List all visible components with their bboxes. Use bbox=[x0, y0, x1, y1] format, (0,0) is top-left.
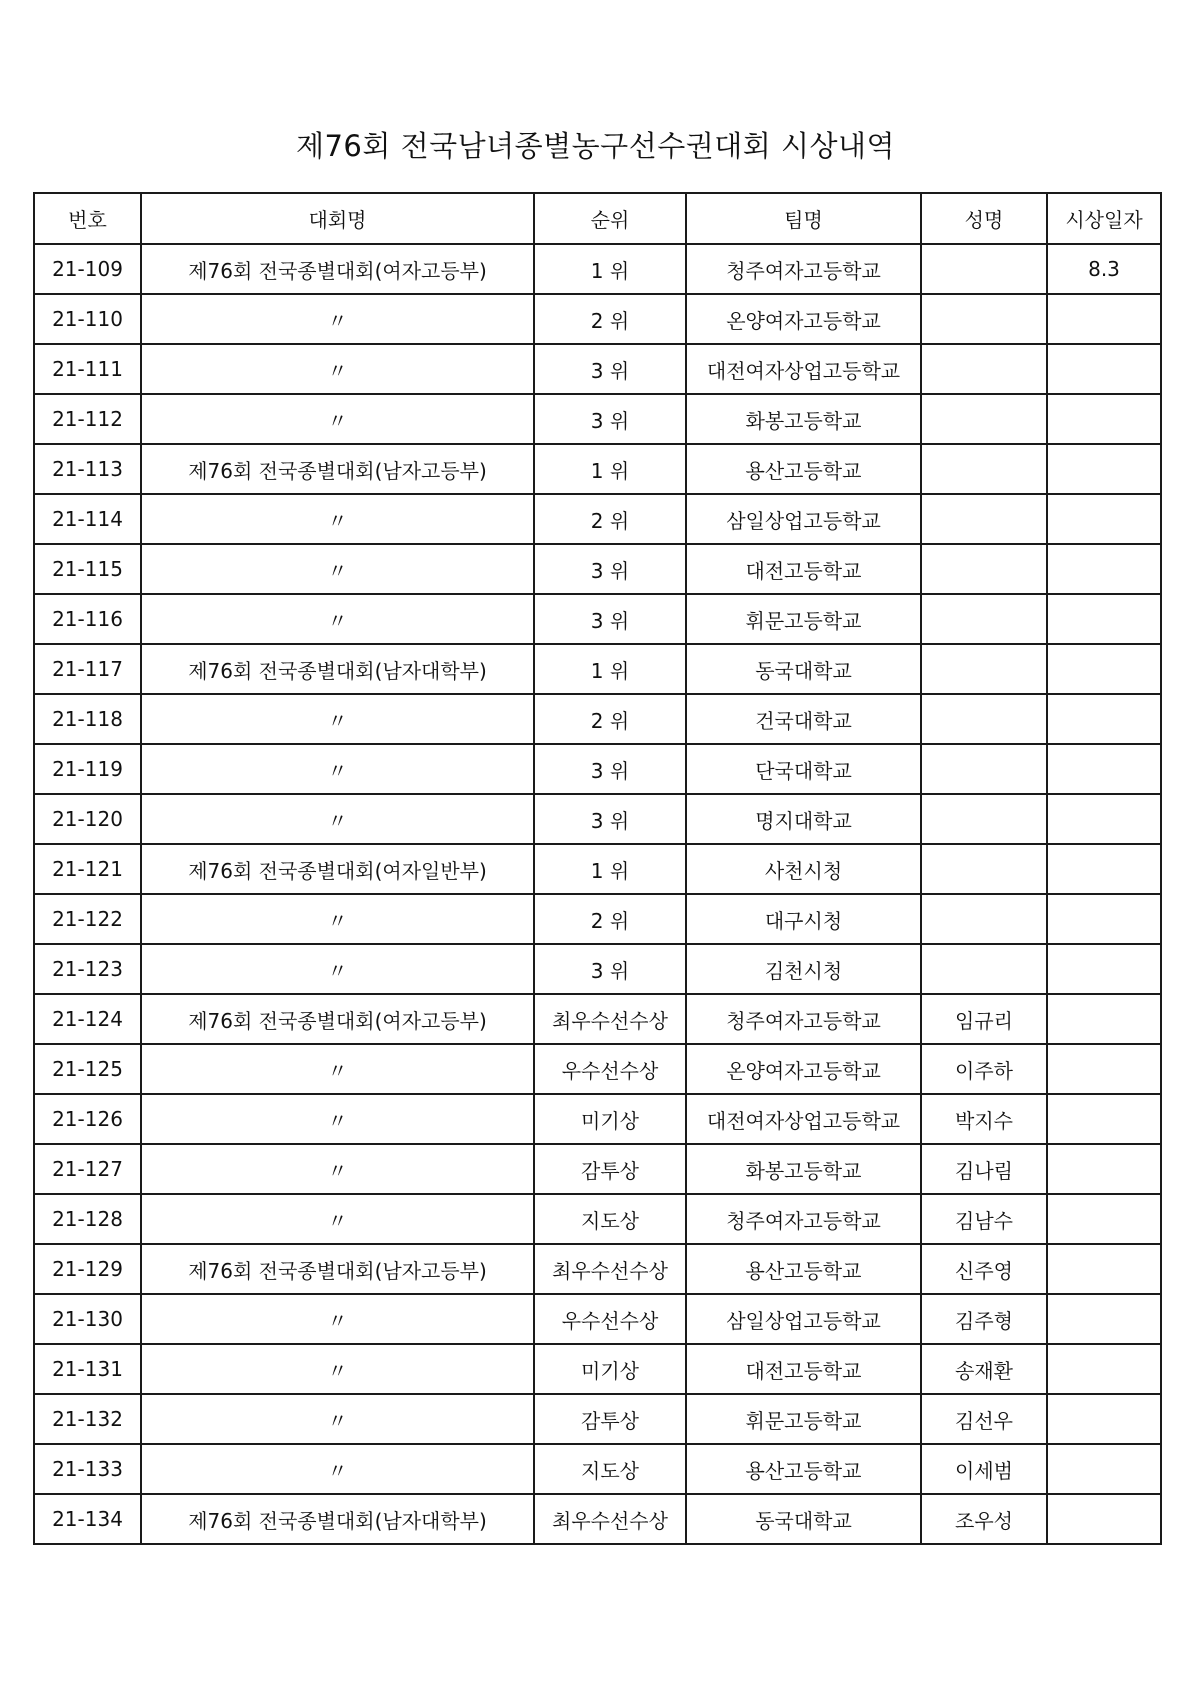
cell-number: 21-129 bbox=[34, 1244, 141, 1294]
cell-event: 〃 bbox=[141, 394, 534, 444]
cell-event: 〃 bbox=[141, 544, 534, 594]
cell-team: 온양여자고등학교 bbox=[686, 1044, 921, 1094]
table-row bbox=[34, 544, 1161, 594]
cell-team: 청주여자고등학교 bbox=[686, 1194, 921, 1244]
cell-team: 동국대학교 bbox=[686, 644, 921, 694]
page-title: 제76회 전국남녀종별농구선수권대회 시상내역 bbox=[295, 129, 896, 163]
cell-team: 삼일상업고등학교 bbox=[686, 494, 921, 544]
cell-name bbox=[921, 844, 1047, 894]
table-row bbox=[34, 1044, 1161, 1094]
cell-rank: 3 위 bbox=[534, 344, 686, 394]
cell-name: 김나림 bbox=[921, 1144, 1047, 1194]
cell-date bbox=[1047, 644, 1161, 694]
cell-name bbox=[921, 794, 1047, 844]
cell-event: 〃 bbox=[141, 1344, 534, 1394]
table-row bbox=[34, 944, 1161, 994]
cell-name bbox=[921, 644, 1047, 694]
cell-date: 8.3 bbox=[1047, 244, 1161, 294]
table-row bbox=[34, 394, 1161, 444]
cell-team: 대구시청 bbox=[686, 894, 921, 944]
table-row bbox=[34, 1244, 1161, 1294]
cell-name bbox=[921, 744, 1047, 794]
cell-event: 〃 bbox=[141, 1044, 534, 1094]
cell-name: 김선우 bbox=[921, 1394, 1047, 1444]
cell-date bbox=[1047, 1494, 1161, 1544]
cell-team: 삼일상업고등학교 bbox=[686, 1294, 921, 1344]
cell-rank: 최우수선수상 bbox=[534, 994, 686, 1044]
cell-team: 명지대학교 bbox=[686, 794, 921, 844]
column-header-number: 번호 bbox=[34, 193, 141, 244]
cell-event: 제76회 전국종별대회(남자고등부) bbox=[141, 1244, 534, 1294]
cell-rank: 우수선수상 bbox=[534, 1294, 686, 1344]
cell-name: 박지수 bbox=[921, 1094, 1047, 1144]
cell-date bbox=[1047, 944, 1161, 994]
cell-number: 21-119 bbox=[34, 744, 141, 794]
cell-date bbox=[1047, 344, 1161, 394]
cell-rank: 3 위 bbox=[534, 744, 686, 794]
cell-rank: 2 위 bbox=[534, 694, 686, 744]
cell-team: 사천시청 bbox=[686, 844, 921, 894]
cell-name bbox=[921, 494, 1047, 544]
cell-event: 〃 bbox=[141, 944, 534, 994]
cell-name bbox=[921, 694, 1047, 744]
cell-event: 〃 bbox=[141, 344, 534, 394]
cell-number: 21-134 bbox=[34, 1494, 141, 1544]
table-row bbox=[34, 594, 1161, 644]
cell-event: 〃 bbox=[141, 794, 534, 844]
cell-name bbox=[921, 944, 1047, 994]
cell-number: 21-117 bbox=[34, 644, 141, 694]
cell-rank: 감투상 bbox=[534, 1144, 686, 1194]
cell-number: 21-112 bbox=[34, 394, 141, 444]
cell-team: 용산고등학교 bbox=[686, 1244, 921, 1294]
table-row bbox=[34, 494, 1161, 544]
cell-name: 조우성 bbox=[921, 1494, 1047, 1544]
cell-date bbox=[1047, 394, 1161, 444]
table-row bbox=[34, 1494, 1161, 1544]
table-row bbox=[34, 444, 1161, 494]
cell-rank: 1 위 bbox=[534, 644, 686, 694]
cell-date bbox=[1047, 1144, 1161, 1194]
table-row bbox=[34, 344, 1161, 394]
cell-team: 화봉고등학교 bbox=[686, 394, 921, 444]
cell-rank: 3 위 bbox=[534, 794, 686, 844]
cell-date bbox=[1047, 1244, 1161, 1294]
cell-team: 동국대학교 bbox=[686, 1494, 921, 1544]
column-header-rank: 순위 bbox=[534, 193, 686, 244]
cell-number: 21-110 bbox=[34, 294, 141, 344]
cell-number: 21-132 bbox=[34, 1394, 141, 1444]
table-row bbox=[34, 244, 1161, 294]
cell-name: 이주하 bbox=[921, 1044, 1047, 1094]
cell-team: 화봉고등학교 bbox=[686, 1144, 921, 1194]
cell-name bbox=[921, 394, 1047, 444]
table-row bbox=[34, 1444, 1161, 1494]
cell-number: 21-118 bbox=[34, 694, 141, 744]
cell-number: 21-127 bbox=[34, 1144, 141, 1194]
cell-event: 제76회 전국종별대회(남자대학부) bbox=[141, 1494, 534, 1544]
cell-name: 신주영 bbox=[921, 1244, 1047, 1294]
cell-rank: 2 위 bbox=[534, 494, 686, 544]
cell-event: 〃 bbox=[141, 494, 534, 544]
cell-date bbox=[1047, 744, 1161, 794]
cell-team: 김천시청 bbox=[686, 944, 921, 994]
cell-event: 제76회 전국종별대회(여자일반부) bbox=[141, 844, 534, 894]
table-row bbox=[34, 694, 1161, 744]
table-row bbox=[34, 1394, 1161, 1444]
cell-event: 제76회 전국종별대회(여자고등부) bbox=[141, 244, 534, 294]
cell-event: 〃 bbox=[141, 1444, 534, 1494]
award-rows bbox=[34, 244, 1161, 1544]
cell-team: 대전여자상업고등학교 bbox=[686, 344, 921, 394]
cell-team: 대전여자상업고등학교 bbox=[686, 1094, 921, 1144]
cell-event: 제76회 전국종별대회(남자대학부) bbox=[141, 644, 534, 694]
column-header-event: 대회명 bbox=[141, 193, 534, 244]
cell-date bbox=[1047, 894, 1161, 944]
cell-date bbox=[1047, 1444, 1161, 1494]
cell-rank: 지도상 bbox=[534, 1194, 686, 1244]
cell-rank: 1 위 bbox=[534, 844, 686, 894]
table-row bbox=[34, 994, 1161, 1044]
cell-number: 21-133 bbox=[34, 1444, 141, 1494]
cell-number: 21-115 bbox=[34, 544, 141, 594]
cell-date bbox=[1047, 544, 1161, 594]
cell-date bbox=[1047, 1344, 1161, 1394]
cell-name: 송재환 bbox=[921, 1344, 1047, 1394]
column-header-name: 성명 bbox=[921, 193, 1047, 244]
cell-event: 〃 bbox=[141, 1194, 534, 1244]
cell-event: 〃 bbox=[141, 694, 534, 744]
cell-event: 〃 bbox=[141, 894, 534, 944]
cell-rank: 3 위 bbox=[534, 544, 686, 594]
cell-name bbox=[921, 894, 1047, 944]
cell-date bbox=[1047, 1044, 1161, 1094]
table-row bbox=[34, 1144, 1161, 1194]
award-table bbox=[33, 192, 1162, 1545]
cell-date bbox=[1047, 1194, 1161, 1244]
cell-date bbox=[1047, 444, 1161, 494]
cell-event: 〃 bbox=[141, 1394, 534, 1444]
cell-rank: 감투상 bbox=[534, 1394, 686, 1444]
cell-event: 〃 bbox=[141, 1294, 534, 1344]
cell-event: 〃 bbox=[141, 1144, 534, 1194]
header-row bbox=[34, 193, 1161, 244]
cell-event: 〃 bbox=[141, 744, 534, 794]
cell-name bbox=[921, 594, 1047, 644]
cell-date bbox=[1047, 1094, 1161, 1144]
cell-team: 용산고등학교 bbox=[686, 1444, 921, 1494]
cell-rank: 3 위 bbox=[534, 394, 686, 444]
cell-team: 대전고등학교 bbox=[686, 1344, 921, 1394]
table-row bbox=[34, 644, 1161, 694]
cell-team: 단국대학교 bbox=[686, 744, 921, 794]
column-header-team: 팀명 bbox=[686, 193, 921, 244]
cell-date bbox=[1047, 494, 1161, 544]
cell-team: 청주여자고등학교 bbox=[686, 244, 921, 294]
cell-name bbox=[921, 544, 1047, 594]
cell-name: 이세범 bbox=[921, 1444, 1047, 1494]
cell-number: 21-128 bbox=[34, 1194, 141, 1244]
table-row bbox=[34, 1294, 1161, 1344]
cell-rank: 2 위 bbox=[534, 294, 686, 344]
cell-rank: 미기상 bbox=[534, 1344, 686, 1394]
cell-team: 휘문고등학교 bbox=[686, 1394, 921, 1444]
table-row bbox=[34, 844, 1161, 894]
cell-event: 〃 bbox=[141, 594, 534, 644]
cell-name: 김주형 bbox=[921, 1294, 1047, 1344]
cell-number: 21-113 bbox=[34, 444, 141, 494]
cell-event: 제76회 전국종별대회(남자고등부) bbox=[141, 444, 534, 494]
cell-date bbox=[1047, 1294, 1161, 1344]
cell-number: 21-120 bbox=[34, 794, 141, 844]
cell-team: 대전고등학교 bbox=[686, 544, 921, 594]
cell-number: 21-125 bbox=[34, 1044, 141, 1094]
cell-team: 온양여자고등학교 bbox=[686, 294, 921, 344]
cell-date bbox=[1047, 844, 1161, 894]
table-row bbox=[34, 1194, 1161, 1244]
cell-rank: 지도상 bbox=[534, 1444, 686, 1494]
cell-date bbox=[1047, 994, 1161, 1044]
cell-name bbox=[921, 294, 1047, 344]
column-header-date: 시상일자 bbox=[1047, 193, 1161, 244]
cell-team: 청주여자고등학교 bbox=[686, 994, 921, 1044]
cell-rank: 최우수선수상 bbox=[534, 1494, 686, 1544]
table-row bbox=[34, 894, 1161, 944]
cell-name bbox=[921, 244, 1047, 294]
cell-rank: 3 위 bbox=[534, 944, 686, 994]
cell-date bbox=[1047, 794, 1161, 844]
cell-name: 김남수 bbox=[921, 1194, 1047, 1244]
cell-name: 임규리 bbox=[921, 994, 1047, 1044]
cell-event: 〃 bbox=[141, 1094, 534, 1144]
cell-event: 〃 bbox=[141, 294, 534, 344]
cell-rank: 최우수선수상 bbox=[534, 1244, 686, 1294]
cell-event: 제76회 전국종별대회(여자고등부) bbox=[141, 994, 534, 1044]
cell-number: 21-121 bbox=[34, 844, 141, 894]
cell-number: 21-114 bbox=[34, 494, 141, 544]
table-row bbox=[34, 294, 1161, 344]
cell-number: 21-123 bbox=[34, 944, 141, 994]
cell-name bbox=[921, 444, 1047, 494]
cell-rank: 미기상 bbox=[534, 1094, 686, 1144]
cell-date bbox=[1047, 1394, 1161, 1444]
cell-date bbox=[1047, 694, 1161, 744]
cell-number: 21-124 bbox=[34, 994, 141, 1044]
cell-rank: 우수선수상 bbox=[534, 1044, 686, 1094]
cell-date bbox=[1047, 594, 1161, 644]
cell-name bbox=[921, 344, 1047, 394]
cell-rank: 2 위 bbox=[534, 894, 686, 944]
table-row bbox=[34, 794, 1161, 844]
table-row bbox=[34, 744, 1161, 794]
cell-number: 21-126 bbox=[34, 1094, 141, 1144]
cell-date bbox=[1047, 294, 1161, 344]
cell-rank: 1 위 bbox=[534, 444, 686, 494]
cell-rank: 3 위 bbox=[534, 594, 686, 644]
cell-number: 21-130 bbox=[34, 1294, 141, 1344]
cell-number: 21-122 bbox=[34, 894, 141, 944]
cell-team: 건국대학교 bbox=[686, 694, 921, 744]
table-row bbox=[34, 1094, 1161, 1144]
cell-rank: 1 위 bbox=[534, 244, 686, 294]
cell-number: 21-131 bbox=[34, 1344, 141, 1394]
cell-team: 휘문고등학교 bbox=[686, 594, 921, 644]
table-row bbox=[34, 1344, 1161, 1394]
cell-team: 용산고등학교 bbox=[686, 444, 921, 494]
cell-number: 21-109 bbox=[34, 244, 141, 294]
cell-number: 21-111 bbox=[34, 344, 141, 394]
cell-number: 21-116 bbox=[34, 594, 141, 644]
